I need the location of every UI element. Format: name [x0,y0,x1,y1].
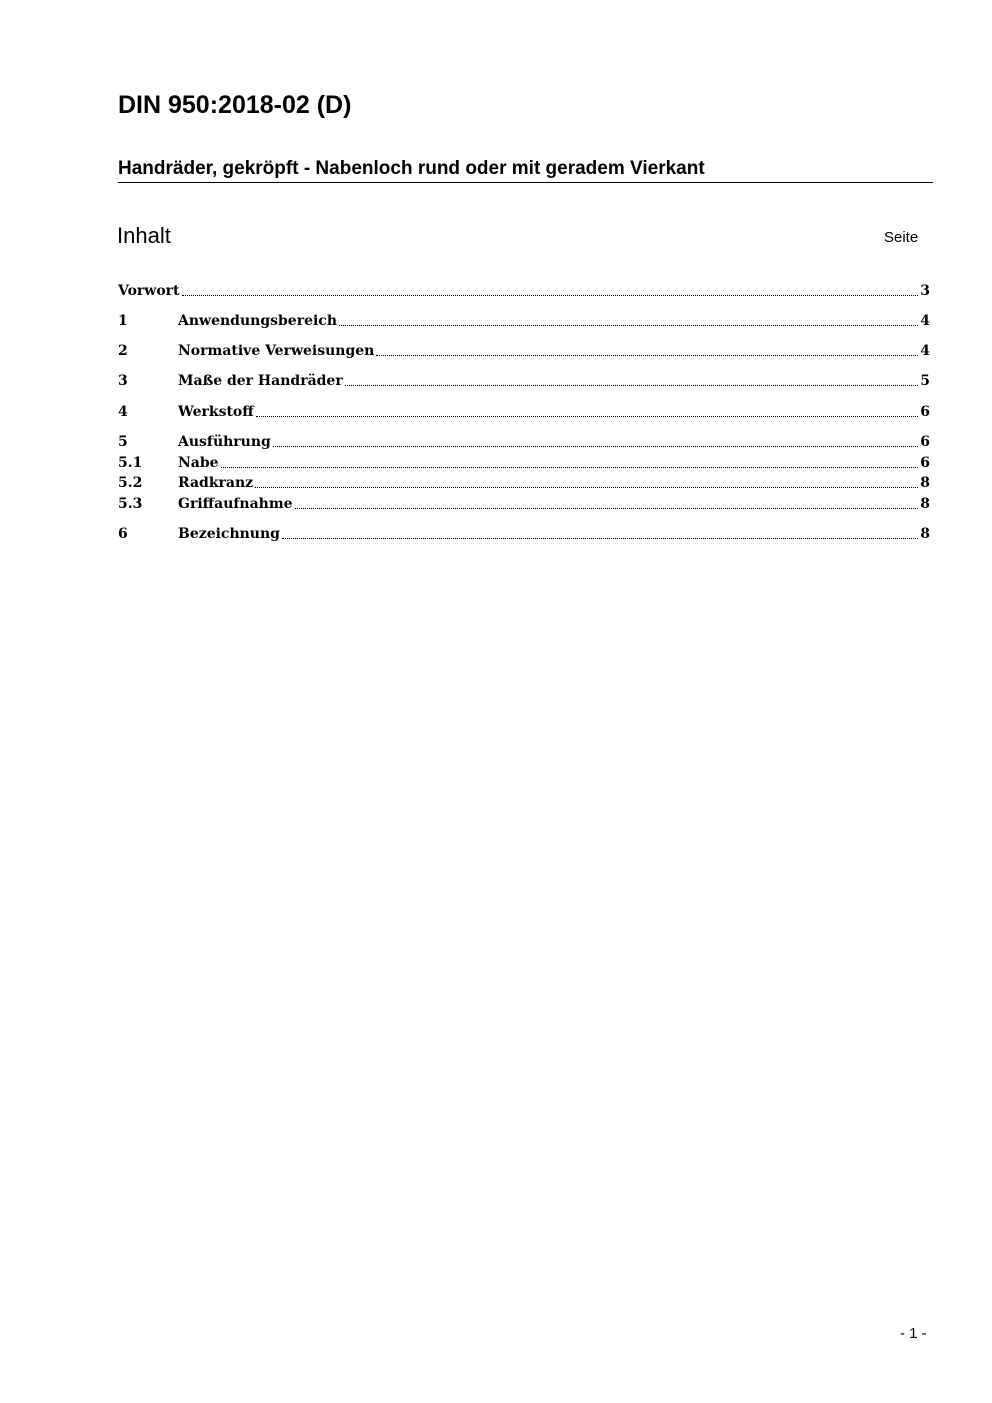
document-subtitle: Handräder, gekröpft - Nabenloch rund oder mit geradem Vierkant [118,157,933,183]
toc-dot-leader [339,324,918,326]
toc-entry-title: Maße der Handräder [178,373,343,389]
toc-entry-number: 3 [118,373,128,389]
toc-entry-ausfuehrung[interactable] [118,431,930,451]
toc-entry-title: Normative Verweisungen [178,343,375,359]
toc-entry-normative-verweisungen[interactable] [118,340,930,360]
toc-entry-title: Vorwort [118,283,180,299]
toc-entry-title: Griffaufnahme [178,496,293,512]
toc-entry-page: 5 [920,373,930,389]
toc-entry-title: Bezeichnung [178,526,280,542]
toc-entry-page: 6 [920,434,930,450]
toc-entry-page: 6 [920,404,930,420]
toc-dot-leader [256,415,919,417]
toc-dot-leader [221,466,919,468]
toc-entry-number: 2 [118,343,128,359]
toc-dot-leader [182,294,919,296]
toc-entry-griffaufnahme[interactable] [118,493,930,513]
toc-page-column-label: Seite [884,229,919,246]
toc-dot-leader [255,486,918,488]
toc-entry-number: 5.1 [118,455,143,471]
document-id: DIN 950:2018-02 (D) [118,91,352,119]
toc-entry-page: 3 [920,283,930,299]
toc-dot-leader [345,384,919,386]
toc-entry-title: Nabe [178,455,219,471]
toc-entry-title: Radkranz [178,475,254,491]
toc-entry-number: 6 [118,526,128,542]
toc-entry-page: 8 [920,526,930,542]
toc-dot-leader [282,537,918,539]
toc-entry-nabe[interactable] [118,452,930,472]
toc-entry-number: 4 [118,404,128,420]
toc-entry-title: Anwendungsbereich [178,313,337,329]
toc-entry-page: 4 [920,313,930,329]
toc-entry-title: Ausführung [178,434,271,450]
toc-entry-vorwort[interactable] [118,280,930,300]
toc-entry-anwendungsbereich[interactable] [118,310,930,330]
toc-entry-title: Werkstoff [178,404,254,420]
toc-heading: Inhalt [117,223,171,248]
toc-entry-page: 8 [920,496,930,512]
toc-entry-masse-der-handraeder[interactable] [118,370,930,390]
toc-entry-page: 6 [920,455,930,471]
toc-entry-number: 5.3 [118,496,143,512]
page-number: - 1 - [900,1325,927,1342]
toc-entry-bezeichnung[interactable] [118,523,930,543]
toc-dot-leader [273,445,918,447]
toc-dot-leader [295,507,919,509]
toc-entry-number: 5 [118,434,128,450]
toc-entry-page: 4 [920,343,930,359]
toc-entry-werkstoff[interactable] [118,401,930,421]
toc-entry-radkranz[interactable] [118,472,930,492]
toc-entry-page: 8 [920,475,930,491]
toc-entry-number: 1 [118,313,128,329]
toc-entry-number: 5.2 [118,475,143,491]
toc-dot-leader [376,354,918,356]
